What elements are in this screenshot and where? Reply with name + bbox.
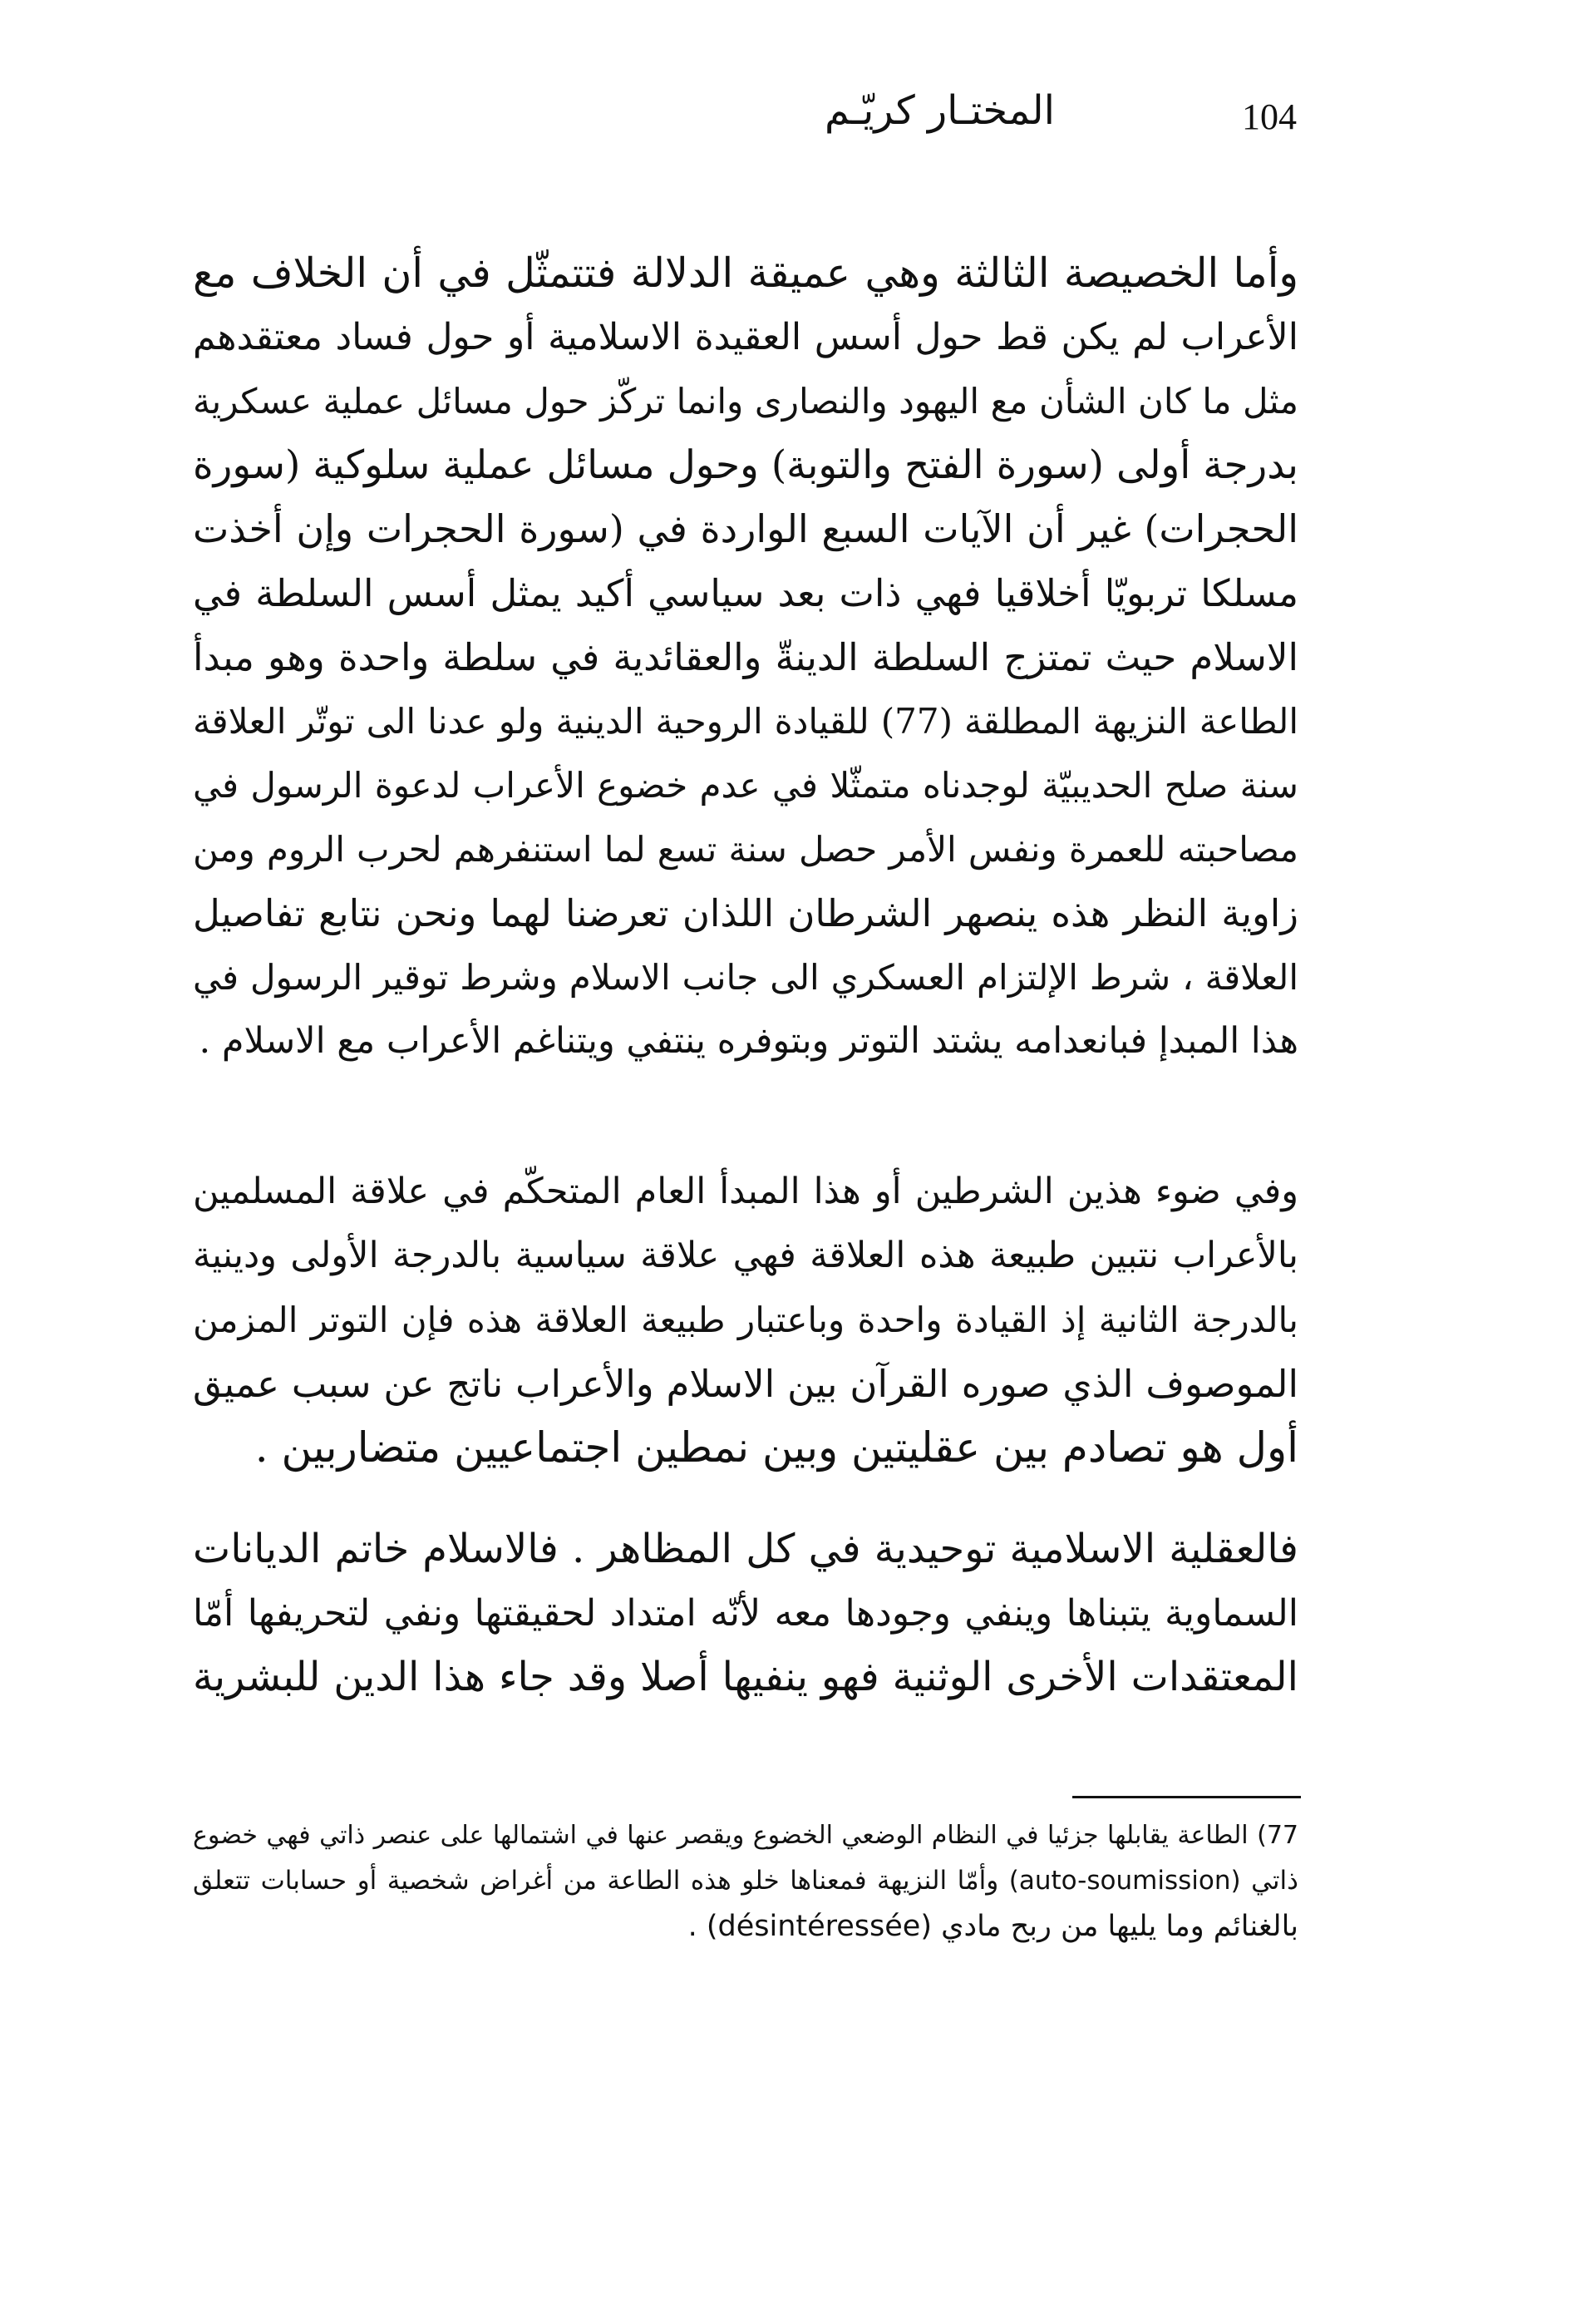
- text-line: فالعقلية الاسلامية توحيدية في كل المظاهر . فالاسلام خاتم الديانات: [193, 1526, 1298, 1572]
- page-number: 104: [1242, 96, 1297, 137]
- text-line: الحجرات) غير أن الآيات السبع الواردة في (سورة الحجرات وإن أخذت: [193, 506, 1298, 551]
- footnote-line: ذاتي (auto-soumission) وأمّا النزيهة فمعناها خلو هذه الطاعة من أغراض شخصية أو حسابات تتعلق: [193, 1866, 1298, 1896]
- footnote-line: 77) الطاعة يقابلها جزئيا في النظام الوضعي الخضوع ويقصر عنها في اشتمالها على عنصر ذاتي فهي خضوع: [193, 1821, 1298, 1850]
- running-head: [193, 87, 1298, 154]
- footnote: [193, 1812, 1298, 1950]
- footnote-line: بالغنائم وما يليها من ربح مادي (désintéressée) .: [687, 1910, 1298, 1943]
- text-line: مثل ما كان الشأن مع اليهود والنصارى وانما تركّز حول مسائل عملية عسكرية: [193, 381, 1298, 422]
- text-line: بدرجة أولى (سورة الفتح والتوبة) وحول مسائل عملية سلوكية (سورة: [193, 442, 1298, 488]
- text-line: مسلكا تربويّا أخلاقيا فهي ذات بعد سياسي أكيد يمثل أسس السلطة في: [193, 571, 1298, 615]
- text-line: بالأعراب نتبين طبيعة هذه العلاقة فهي علاقة سياسية بالدرجة الأولى ودينية: [193, 1235, 1298, 1276]
- paragraph-text: [193, 241, 1298, 1073]
- text-line: وأما الخصيصة الثالثة وهي عميقة الدلالة فتتمثّل في أن الخلاف مع: [193, 249, 1298, 297]
- text-line: الطاعة النزيهة المطلقة (77) للقيادة الروحية الدينية ولو عدنا الى توتّر العلاقة: [193, 701, 1299, 742]
- text-line: سنة صلح الحديبيّة لوجدناه متمثّلا في عدم خضوع الأعراب لدعوة الرسول في: [193, 765, 1298, 806]
- text-line: وفي ضوء هذين الشرطين أو هذا المبدأ العام المتحكّم في علاقة المسلمين: [193, 1171, 1298, 1212]
- paragraph-3: [193, 1517, 1298, 1709]
- text-line: أول هو تصادم بين عقليتين وبين نمطين اجتماعيين متضاربين .: [254, 1423, 1298, 1472]
- running-head-author: المختـار كريّـم: [825, 87, 1056, 134]
- text-line: هذا المبدإ فبانعدامه يشتد التوتر وبتوفره ينتفي ويتناغم الأعراب مع الاسلام .: [199, 1020, 1298, 1062]
- paragraph-2: [193, 1160, 1298, 1480]
- text-line: الموصوف الذي صوره القرآن بين الاسلام والأعراب ناتج عن سبب عميق: [193, 1362, 1298, 1406]
- text-line: مصاحبته للعمرة ونفس الأمر حصل سنة تسع لما استنفرهم لحرب الروم ومن: [193, 829, 1298, 870]
- text-line: العلاقة ، شرط الإلتزام العسكري الى جانب الاسلام وشرط توقير الرسول في: [193, 957, 1298, 998]
- text-line: الاسلام حيث تمتزج السلطة الدينةّ والعقائدية في سلطة واحدة وهو مبدأ: [193, 635, 1298, 679]
- paragraph-text: [193, 1160, 1298, 1480]
- paragraph-text: [193, 1517, 1298, 1709]
- text-line: زاوية النظر هذه ينصهر الشرطان اللذان تعرضنا لهما ونحن نتابع تفاصيل: [193, 891, 1298, 935]
- footnote-divider: [1072, 1796, 1301, 1798]
- text-line: السماوية يتبناها وينفي وجودها معه لأنّه امتداد لحقيقتها ونفي لتحريفها أمّا: [193, 1592, 1298, 1635]
- text-line: الأعراب لم يكن قط حول أسس العقيدة الاسلامية أو حول فساد معتقدهم: [193, 316, 1298, 358]
- paragraph-1: [193, 241, 1298, 1073]
- text-line: المعتقدات الأخرى الوثنية فهو ينفيها أصلا وقد جاء هذا الدين للبشرية: [193, 1654, 1298, 1700]
- text-line: بالدرجة الثانية إذ القيادة واحدة وباعتبار طبيعة العلاقة هذه فإن التوتر المزمن: [193, 1300, 1298, 1340]
